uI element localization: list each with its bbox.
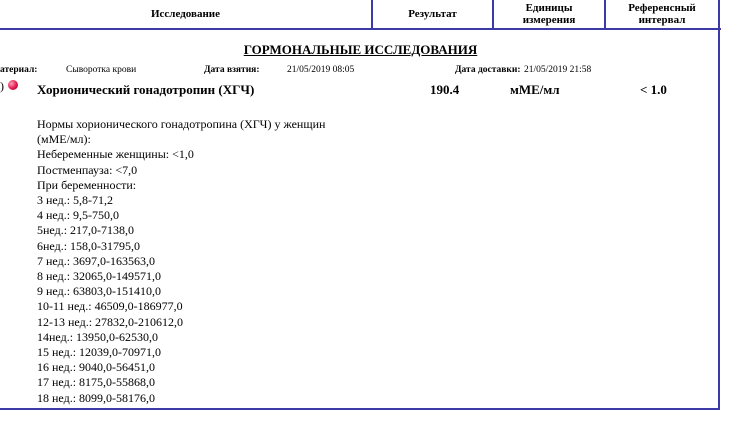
header-reference (606, 2, 718, 26)
header-ref-line1: Референсный (628, 2, 696, 14)
note-line: 12-13 нед.: 27832,0-210612,0 (37, 314, 184, 329)
header-result: Результат (408, 8, 457, 20)
note-line: Постменпауза: <7,0 (37, 162, 138, 177)
header-research: Исследование (150, 8, 221, 20)
note-line: 17 нед.: 8175,0-55868,0 (37, 375, 156, 390)
test-name: Хорионический гонадотропин (ХГЧ) (37, 82, 255, 97)
test-reference: < 1.0 (640, 82, 667, 97)
note-line: (мМЕ/мл): (37, 132, 91, 147)
note-line: 4 нед.: 9,5-750,0 (37, 208, 120, 223)
reference-notes (37, 117, 325, 406)
row-marker: ) (0, 79, 4, 93)
note-line: 3 нед.: 5,8-71,2 (37, 193, 114, 208)
note-line: При беременности: (37, 177, 137, 192)
material-value: Сыворотка крови (66, 65, 137, 75)
section-title: ГОРМОНАЛЬНЫЕ ИССЛЕДОВАНИЯ (243, 42, 478, 57)
note-line: 16 нед.: 9040,0-56451,0 (37, 360, 156, 375)
delivery-date-value: 21/05/2019 21:58 (524, 65, 592, 75)
table-right-border (718, 0, 720, 410)
header-units (494, 2, 604, 26)
note-line: 5нед.: 217,0-7138,0 (37, 223, 135, 238)
note-line: 9 нед.: 63803,0-151410,0 (37, 284, 162, 299)
header-units-line2: измерения (522, 14, 576, 26)
header-bottom-border (0, 28, 721, 30)
note-line: Небеременные женщины: <1,0 (37, 147, 194, 162)
header-units-line1: Единицы (525, 2, 573, 14)
note-line: 15 нед.: 12039,0-70971,0 (37, 345, 162, 360)
note-line: 6нед.: 158,0-31795,0 (37, 238, 141, 253)
header-ref-line2: интервал (638, 14, 686, 26)
note-line: Нормы хорионического гонадотропина (ХГЧ) у женщин (37, 117, 326, 131)
taken-date-value: 21/05/2019 08:05 (287, 65, 355, 75)
abnormal-flag-icon (8, 80, 18, 90)
delivery-date-label: Дата доставки: (455, 65, 521, 75)
table-bottom-border (0, 408, 720, 410)
test-units: мМЕ/мл (510, 82, 560, 97)
note-line: 18 нед.: 8099,0-58176,0 (37, 390, 156, 405)
note-line: 14нед.: 13950,0-62530,0 (37, 329, 159, 344)
taken-date-label: Дата взятия: (204, 65, 260, 75)
material-label: атериал: (0, 65, 38, 75)
note-line: 10-11 нед.: 46509,0-186977,0 (37, 299, 183, 314)
note-line: 8 нед.: 32065,0-149571,0 (37, 269, 162, 284)
note-line: 7 нед.: 3697,0-163563,0 (37, 253, 156, 268)
test-result: 190.4 (430, 82, 460, 97)
